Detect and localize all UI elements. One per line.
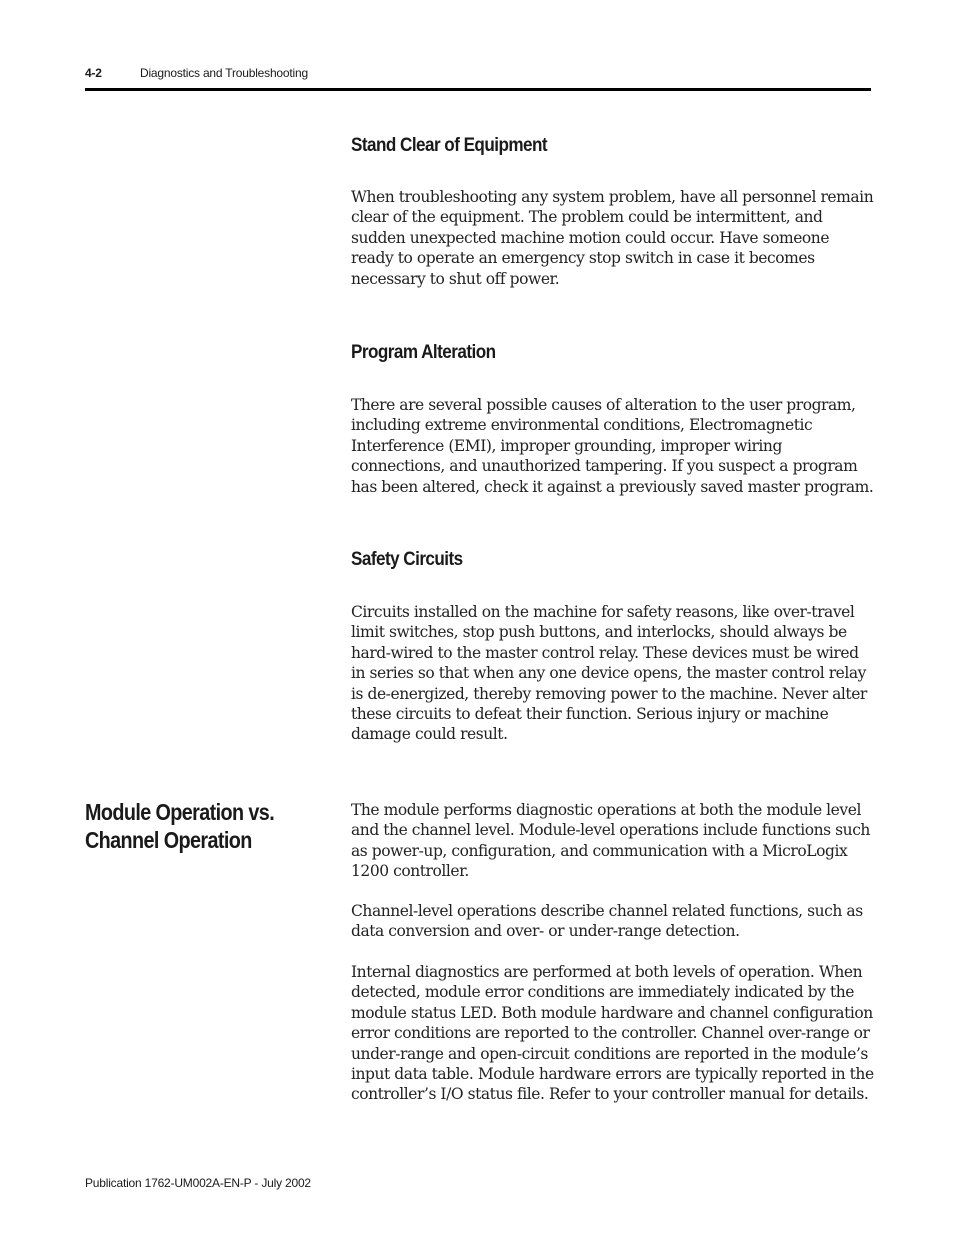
text-line: Circuits installed on the machine for safety reasons, like over-travel (351, 603, 855, 621)
text-line: as power-up, configuration, and communication with a MicroLogix (351, 841, 848, 860)
text-line: hard-wired to the master control relay. These devices must be wired (351, 643, 859, 662)
chapter-title: Diagnostics and Troubleshooting (140, 66, 308, 80)
text-line: connections, and unauthorized tampering. If you suspect a program (351, 457, 858, 476)
text-line: clear of the equipment. The problem could be intermittent, and (351, 208, 823, 227)
running-header (85, 66, 871, 80)
heading-safety-circuits: Safety Circuits (351, 549, 463, 570)
text-line: detected, module error conditions are immediately indicated by the (351, 983, 854, 1002)
text-line: ready to operate an emergency stop switch in case it becomes (351, 249, 815, 268)
text-line: module status LED. Both module hardware and channel configuration (351, 1003, 873, 1022)
text-line: damage could result. (351, 725, 508, 744)
heading-program-alteration: Program Alteration (351, 342, 496, 363)
text-line: limit switches, stop push buttons, and interlocks, should always be (351, 623, 847, 642)
paragraph-module-operation-3 (351, 962, 881, 1105)
page-number: 4-2 (85, 66, 102, 80)
text-line: necessary to shut off power. (351, 269, 560, 288)
paragraph-program-alteration (351, 395, 881, 497)
text-line: The module performs diagnostic operations at both the module level (351, 801, 861, 819)
publication-footer: Publication 1762-UM002A-EN-P - July 2002 (85, 1176, 311, 1190)
text-line: and the channel level. Module-level operations include functions such (351, 821, 870, 840)
heading-line: Module Operation vs. (85, 799, 275, 825)
text-line: in series so that when any one device opens, the master control relay (351, 664, 866, 683)
text-line: is de-energized, thereby removing power to the machine. Never alter (351, 684, 867, 703)
heading-line: Channel Operation (85, 827, 252, 853)
text-line: controller’s I/O status file. Refer to your controller manual for details. (351, 1085, 869, 1104)
paragraph-stand-clear (351, 187, 881, 289)
text-line: sudden unexpected machine motion could occur. Have someone (351, 228, 830, 247)
paragraph-module-operation-2 (351, 901, 881, 942)
text-line: including extreme environmental conditions, Electromagnetic (351, 416, 813, 435)
text-line: under-range and open-circuit conditions are reported in the module’s (351, 1044, 868, 1063)
text-line: these circuits to defeat their function. Serious injury or machine (351, 705, 829, 724)
text-line: Channel-level operations describe channel related functions, such as (351, 902, 863, 920)
text-line: Interference (EMI), improper grounding, improper wiring (351, 436, 782, 455)
text-line: error conditions are reported to the controller. Channel over-range or (351, 1024, 870, 1043)
heading-stand-clear: Stand Clear of Equipment (351, 135, 548, 156)
text-line: When troubleshooting any system problem, have all personnel remain (351, 188, 874, 206)
heading-module-operation (85, 798, 274, 854)
text-line: input data table. Module hardware errors are typically reported in the (351, 1065, 874, 1084)
text-line: 1200 controller. (351, 862, 469, 881)
text-line: Internal diagnostics are performed at both levels of operation. When (351, 963, 863, 981)
paragraph-module-operation-1 (351, 800, 881, 882)
paragraph-safety-circuits (351, 602, 881, 745)
text-line: There are several possible causes of alteration to the user program, (351, 396, 856, 414)
text-line: data conversion and over- or under-range detection. (351, 922, 740, 941)
header-rule (85, 88, 871, 91)
text-line: has been altered, check it against a previously saved master program. (351, 477, 874, 496)
